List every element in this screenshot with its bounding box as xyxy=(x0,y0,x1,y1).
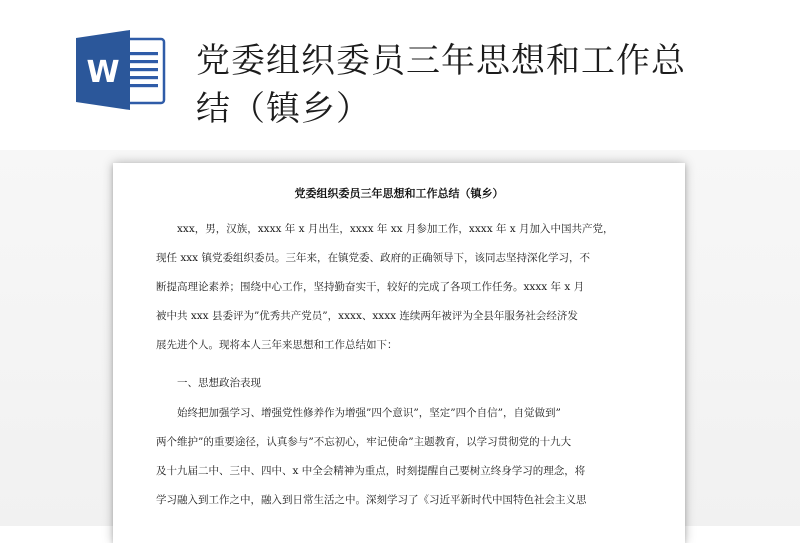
paragraph-line: 展先进个人。现将本人三年来思想和工作总结如下： xyxy=(156,339,398,351)
paragraph-line: 两个维护”的重要途径，认真参与”不忘初心，牢记使命”主题教育，以学习贯彻党的十九大 xyxy=(156,436,572,448)
paragraph-line: 现任 xxx 镇党委组织委员。三年来，在镇党委、政府的正确领导下，该同志坚持深化学习，不 xyxy=(156,252,590,264)
paragraph-line: 及十九届二中、三中、四中、x 中全会精神为重点，时刻提醒自己要树立终身学习的理念，将 xyxy=(156,465,586,477)
document-title: 党委组织委员三年思想和工作总结（镇乡） xyxy=(294,187,504,200)
paragraph-line: xxx，男，汉族，xxxx 年 x 月出生，xxxx 年 xx 月参加工作，xxxx 年 x 月加入中国共产党， xyxy=(177,223,614,235)
document-page xyxy=(113,163,685,543)
section-heading: 一、思想政治表现 xyxy=(177,377,261,389)
paragraph-line: 被中共 xxx 县委评为”优秀共产党员”，xxxx、xxxx 连续两年被评为全县年服务社会经济发 xyxy=(156,310,578,322)
word-icon xyxy=(74,30,166,110)
paragraph-line: 始终把加强学习、增强党性修养作为增强”四个意识”，坚定”四个自信”，自觉做到” xyxy=(177,407,561,419)
paragraph-line: 学习融入到工作之中，融入到日常生活之中。深刻学习了《习近平新时代中国特色社会主义思 xyxy=(156,494,587,506)
page-title-line-2: 结（镇乡） xyxy=(196,89,371,129)
svg-text:W: W xyxy=(86,55,120,90)
paragraph-line: 断提高理论素养；围绕中心工作，坚持勤奋实干，较好的完成了各项工作任务。xxxx 年 x 月 xyxy=(156,281,585,293)
page-title-line-1: 党委组织委员三年思想和工作总 xyxy=(196,41,686,81)
header xyxy=(0,0,800,150)
